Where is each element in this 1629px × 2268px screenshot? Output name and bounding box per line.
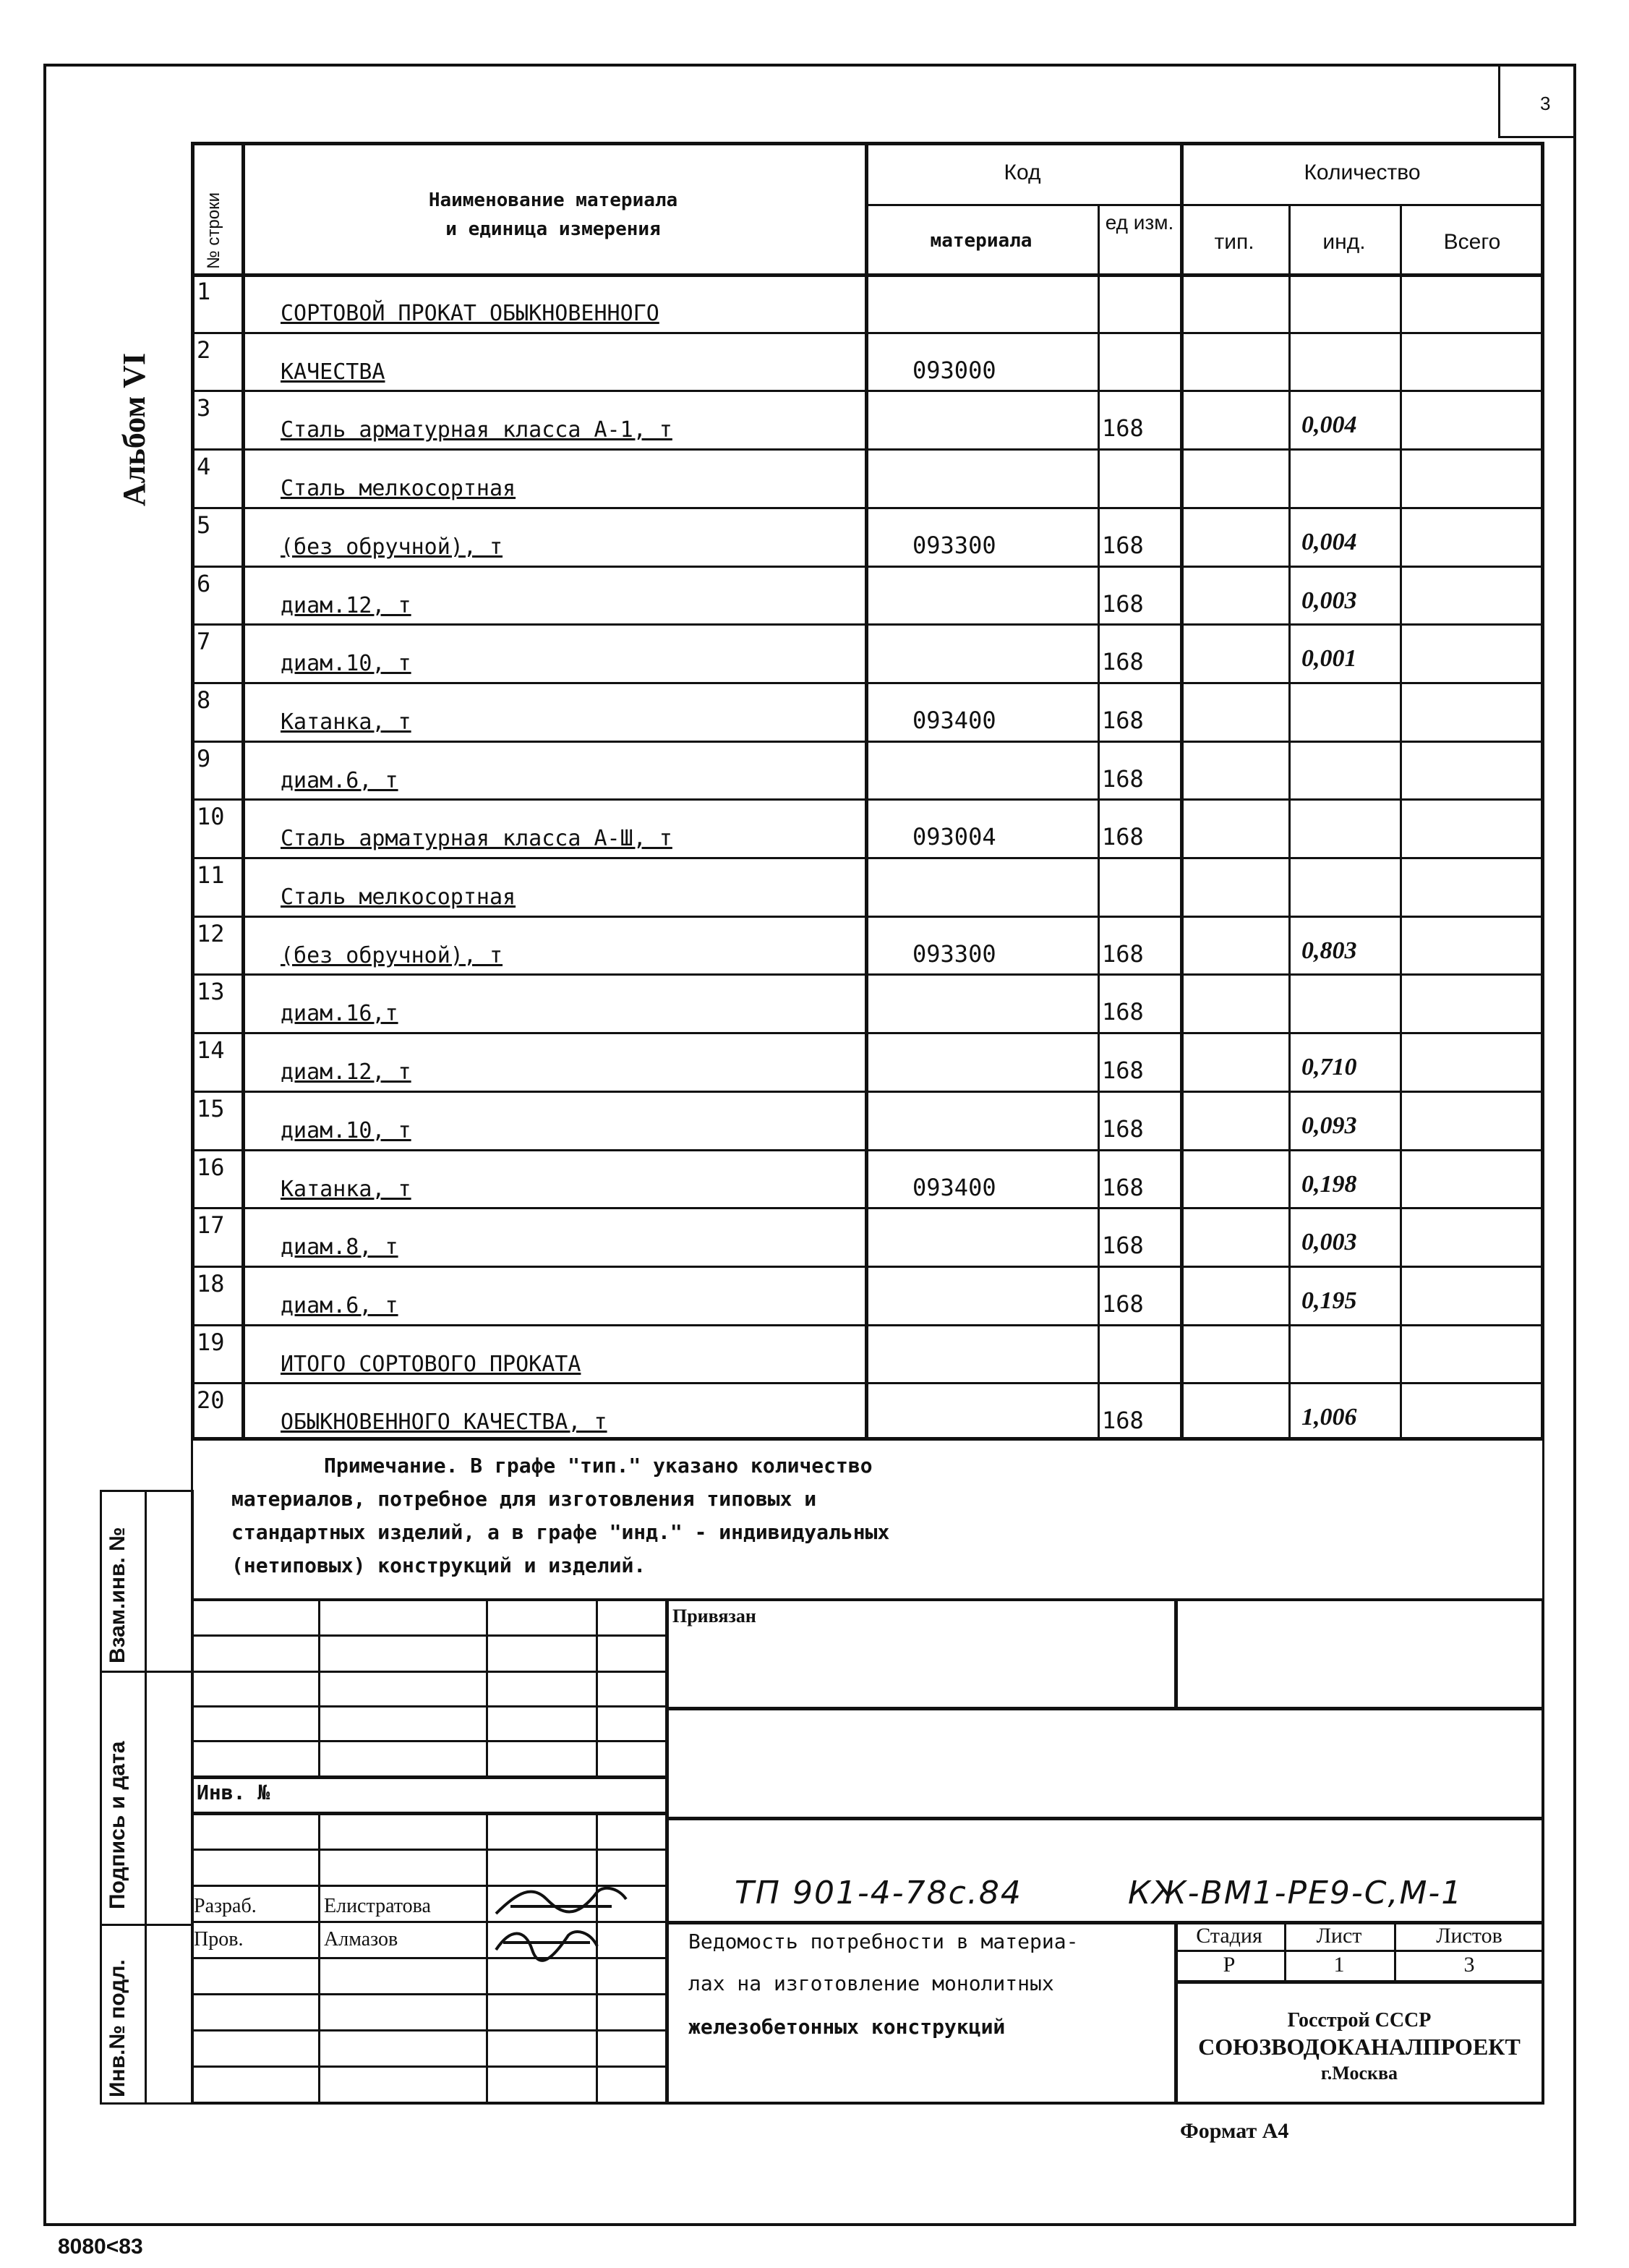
- row-code: 093000: [912, 356, 996, 384]
- stamp-divider: [486, 1598, 488, 1775]
- row-unit: 168: [1102, 1289, 1144, 1318]
- row-number: 10: [197, 803, 225, 831]
- note-line1: Примечание. В графе "тип." указано количество: [324, 1454, 873, 1478]
- row-divider: [191, 741, 1544, 743]
- row-divider: [191, 1207, 1544, 1209]
- row-number: 19: [197, 1328, 225, 1356]
- row-divider: [191, 798, 1544, 801]
- row-code: 093400: [912, 706, 996, 734]
- row-ind: 0,001: [1301, 645, 1357, 673]
- row-name: Катанка, т: [281, 1176, 411, 1202]
- signature-prov: [489, 1921, 604, 1964]
- row-divider: [191, 1382, 1544, 1384]
- row-number: 20: [197, 1386, 225, 1415]
- row-divider: [191, 1324, 1544, 1326]
- stamp-org-line3: г.Москва: [1320, 2063, 1398, 2084]
- stamp-doc-mark: КЖ-ВМ1-РЕ9-С,М-1: [1128, 1875, 1463, 1911]
- stamp-razrab-name: Елистратова: [324, 1895, 431, 1917]
- row-code: 093300: [912, 531, 996, 559]
- stamp-stadia-label: Стадия: [1196, 1924, 1262, 1948]
- stamp-divider: [191, 1671, 665, 1673]
- row-divider: [191, 390, 1544, 392]
- header-qty-typ: тип.: [1214, 230, 1254, 254]
- stamp-divider: [1174, 1598, 1178, 1707]
- row-number: 3: [197, 394, 211, 422]
- row-ind: 0,710: [1301, 1054, 1357, 1081]
- row-unit: 168: [1102, 706, 1144, 734]
- stamp-org-line1: Госстрой СССР: [1287, 2009, 1432, 2032]
- row-divider: [191, 857, 1544, 859]
- row-number: 6: [197, 569, 211, 597]
- row-ind: 0,004: [1301, 528, 1357, 555]
- stamp-list-label: Лист: [1316, 1924, 1362, 1948]
- row-number: 17: [197, 1211, 225, 1240]
- side-stamp-divider: [145, 1490, 147, 2105]
- row-number: 5: [197, 511, 211, 539]
- row-number: 9: [197, 744, 211, 772]
- stamp-divider: [1174, 1950, 1544, 1952]
- stamp-prov-label: Пров.: [194, 1928, 244, 1951]
- row-name: диам.10, т: [281, 651, 411, 677]
- header-name-line2: и единица измерения: [445, 218, 661, 240]
- row-name: (без обручной), т: [281, 942, 503, 968]
- row-unit: 168: [1102, 1057, 1144, 1085]
- stamp-divider: [318, 1598, 320, 1775]
- row-number: 8: [197, 686, 211, 714]
- row-number: 16: [197, 1153, 225, 1181]
- stamp-divider: [191, 1705, 665, 1708]
- row-divider: [191, 332, 1544, 334]
- stamp-divider: [191, 1634, 665, 1637]
- header-qty-ind: инд.: [1322, 230, 1366, 254]
- header-kod-material: материала: [930, 230, 1032, 252]
- row-name: диам.12, т: [281, 1060, 411, 1086]
- stamp-divider: [191, 1849, 665, 1851]
- row-ind: 0,195: [1301, 1287, 1357, 1314]
- row-name: ИТОГО СОРТОВОГО ПРОКАТА: [281, 1351, 581, 1377]
- col-divider: [865, 142, 868, 1441]
- side-label-vzam: Взам.инв. №: [106, 1527, 129, 1663]
- stamp-divider: [665, 1598, 669, 2105]
- col-divider: [1180, 142, 1184, 1441]
- stamp-divider: [665, 1707, 1544, 1710]
- row-number: 2: [197, 336, 211, 364]
- row-code: 093004: [912, 823, 996, 851]
- row-number: 4: [197, 453, 211, 481]
- row-name: (без обручной), т: [281, 534, 503, 560]
- header-row-no: № строки: [204, 192, 223, 269]
- row-divider: [191, 1149, 1544, 1151]
- format-label: Формат А4: [1180, 2119, 1289, 2143]
- side-label-podpis: Подпись и дата: [106, 1741, 129, 1909]
- stamp-title-line1: Ведомость потребности в материа-: [688, 1930, 1079, 1953]
- row-ind: 0,803: [1301, 937, 1357, 964]
- row-name: КАЧЕСТВА: [281, 359, 385, 385]
- row-divider: [191, 507, 1544, 509]
- row-name: СОРТОВОЙ ПРОКАТ ОБЫКНОВЕННОГО: [281, 301, 659, 326]
- row-divider: [191, 566, 1544, 568]
- row-unit: 168: [1102, 589, 1144, 618]
- bottom-code: 8080<83: [58, 2235, 143, 2259]
- note-line2: материалов, потребное для изготовления типовых и: [231, 1487, 817, 1511]
- stamp-divider: [191, 2029, 665, 2032]
- row-number: 13: [197, 978, 225, 1006]
- row-ind: 0,198: [1301, 1170, 1357, 1198]
- row-name: диам.12, т: [281, 592, 411, 618]
- row-name: диам.8, т: [281, 1235, 398, 1261]
- header-kod-unit: ед изм.: [1105, 211, 1174, 234]
- row-divider: [191, 1032, 1544, 1034]
- row-divider: [191, 973, 1544, 976]
- stamp-listov-label: Листов: [1436, 1924, 1502, 1948]
- row-name: Катанка, т: [281, 709, 411, 735]
- row-number: 1: [197, 278, 211, 305]
- col-divider: [241, 142, 245, 1441]
- stamp-list: 1: [1333, 1953, 1345, 1977]
- row-unit: 168: [1102, 648, 1144, 676]
- row-unit: 168: [1102, 939, 1144, 968]
- page-number: 3: [1540, 93, 1551, 114]
- stamp-divider: [191, 1740, 665, 1742]
- header-qty: Количество: [1304, 161, 1421, 184]
- stamp-divider: [191, 1812, 665, 1815]
- row-divider: [191, 916, 1544, 918]
- stamp-listov: 3: [1463, 1953, 1475, 1977]
- stamp-divider: [191, 1993, 665, 1995]
- row-number: 12: [197, 919, 225, 947]
- stamp-title-line3: железобетонных конструкций: [688, 2015, 1006, 2039]
- row-unit: 168: [1102, 1407, 1144, 1435]
- header-kod: Код: [1004, 161, 1041, 184]
- side-stamp-divider: [100, 1924, 194, 1926]
- stamp-doc-code: ТП 901-4-78с.84: [735, 1875, 1022, 1911]
- stamp-divider: [191, 2066, 665, 2068]
- header-subdivider: [865, 204, 1544, 206]
- stamp-divider: [191, 1775, 665, 1779]
- row-name: ОБЫКНОВЕННОГО КАЧЕСТВА, т: [281, 1410, 607, 1436]
- album-label: Альбом VI: [116, 352, 152, 506]
- note-line3: стандартных изделий, а в графе "инд." - индивидуальных: [231, 1520, 890, 1544]
- row-divider: [191, 1266, 1544, 1268]
- row-number: 14: [197, 1036, 225, 1065]
- stamp-razrab-label: Разраб.: [194, 1895, 257, 1917]
- row-name: Сталь мелкосортная: [281, 476, 516, 502]
- row-unit: 168: [1102, 1114, 1144, 1143]
- stamp-inv-no: Инв. №: [197, 1781, 270, 1804]
- row-divider: [191, 1091, 1544, 1093]
- row-number: 11: [197, 861, 225, 889]
- row-divider: [191, 448, 1544, 451]
- row-code: 093400: [912, 1173, 996, 1201]
- stamp-divider: [665, 1817, 1544, 1820]
- row-ind: 0,093: [1301, 1112, 1357, 1139]
- row-unit: 168: [1102, 823, 1144, 851]
- row-name: диам.6, т: [281, 1292, 398, 1318]
- row-name: Сталь мелкосортная: [281, 884, 516, 910]
- row-unit: 168: [1102, 414, 1144, 443]
- row-name: диам.6, т: [281, 767, 398, 793]
- row-ind: 0,003: [1301, 1229, 1357, 1256]
- stamp-stadia: Р: [1223, 1953, 1236, 1977]
- row-name: Сталь арматурная класса А-1, т: [281, 417, 672, 443]
- row-unit: 168: [1102, 1232, 1144, 1260]
- row-code: 093300: [912, 939, 996, 968]
- side-label-inv-podl: Инв.№ подл.: [106, 1959, 129, 2097]
- row-unit: 168: [1102, 998, 1144, 1026]
- stamp-prov-name: Алмазов: [324, 1928, 398, 1951]
- row-number: 15: [197, 1094, 225, 1122]
- row-divider: [191, 682, 1544, 684]
- page-number-divider: [1498, 64, 1500, 136]
- side-stamp-divider: [100, 1671, 194, 1673]
- row-name: Сталь арматурная класса А-Ш, т: [281, 826, 672, 852]
- row-name: диам.10, т: [281, 1117, 411, 1143]
- row-ind: 0,004: [1301, 412, 1357, 439]
- note-line4: (нетиповых) конструкций и изделий.: [231, 1553, 646, 1577]
- row-divider: [191, 623, 1544, 626]
- row-number: 18: [197, 1269, 225, 1297]
- row-ind: 1,006: [1301, 1404, 1357, 1431]
- row-name: диам.16,т: [281, 1001, 398, 1027]
- stamp-title-line2: лах на изготовление монолитных: [688, 1971, 1054, 1995]
- header-name-line1: Наименование материала: [428, 189, 678, 211]
- page-number-divider: [1498, 136, 1576, 138]
- row-unit: 168: [1102, 531, 1144, 559]
- stamp-org-line2: СОЮЗВОДОКАНАЛПРОЕКТ: [1198, 2034, 1521, 2060]
- row-unit: 168: [1102, 764, 1144, 793]
- stamp-divider: [1174, 1980, 1544, 1984]
- row-ind: 0,003: [1301, 587, 1357, 614]
- stamp-privyazan: Привязан: [672, 1606, 756, 1627]
- header-qty-total: Всего: [1443, 230, 1501, 254]
- row-unit: 168: [1102, 1173, 1144, 1201]
- row-number: 7: [197, 628, 211, 656]
- stamp-divider: [596, 1598, 598, 1775]
